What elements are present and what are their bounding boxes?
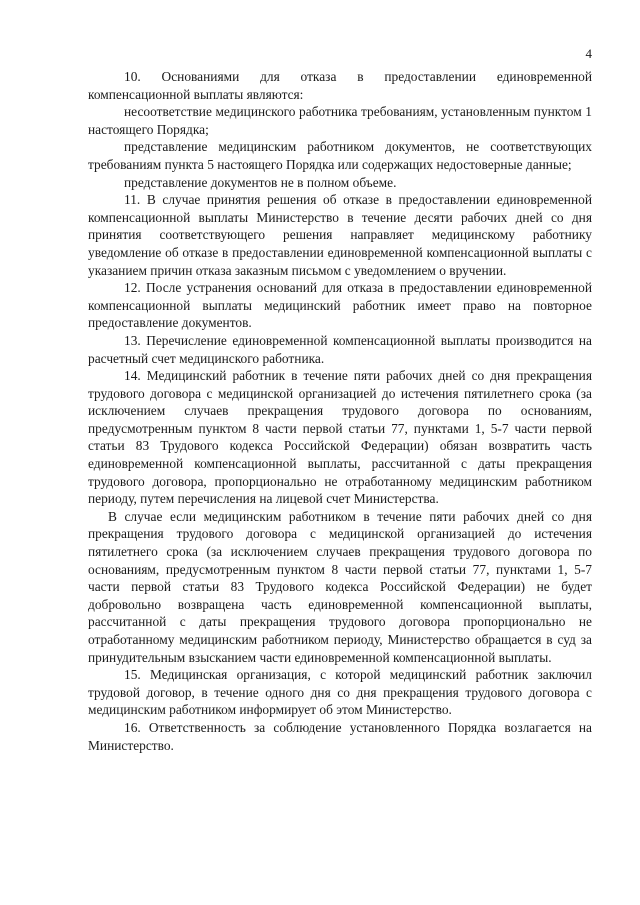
paragraph-14-continuation: В случае если медицинским работником в течение пяти рабочих дней со дня прекращения трудового договора с медицинской организацией до истечения пятилетнего срока (за исключением случаев прекращения трудового договора по основаниям, предусмотренным пунктом 8 части первой статьи 77, пунктами 1, 5-7 части первой статьи 83 Трудового кодекса Российской Федерации) не будет добровольно возвращена часть единовременной компенсационной выплаты, рассчитанной с даты прекращения трудового договора пропорционально не отработанному медицинским работником периоду, Министерство обращается в суд за принудительным взысканием части единовременной компенсационной выплаты.: [88, 508, 592, 665]
page-number: 4: [585, 46, 592, 61]
paragraph-10: 10. Основаниями для отказа в предоставлении единовременной компенсационной выплаты являются:: [88, 69, 592, 102]
paragraph-16: 16. Ответственность за соблюдение установленного Порядка возлагается на Министерство.: [88, 719, 592, 753]
document-body: [88, 68, 592, 754]
paragraph-10-item-1: несоответствие медицинского работника требованиям, установленным пунктом 1 настоящего Порядка;: [88, 104, 592, 137]
paragraph-13: 13. Перечисление единовременной компенсационной выплаты производится на расчетный счет медицинского работника.: [88, 332, 592, 366]
paragraph-15: 15. Медицинская организация, с которой медицинский работник заключил трудовой договор, в течение одного дня со дня прекращения трудового договора с медицинским работником информирует об этом Министерство.: [88, 667, 592, 718]
paragraph-14: 14. Медицинский работник в течение пяти рабочих дней со дня прекращения трудового договора с медицинской организацией до истечения пятилетнего срока (за исключением случаев прекращения трудового договора по основаниям, предусмотренным пунктом 8 части первой статьи 77, пунктами 1, 5-7 части первой статьи 83 Трудового кодекса Российской Федерации) обязан возвратить часть единовременной компенсационной выплаты, рассчитанной с даты прекращения трудового договора, пропорционально не отработанному медицинским работником периоду, путем перечисления на лицевой счет Министерства.: [88, 368, 592, 507]
paragraph-10-item-2: представление медицинским работником документов, не соответствующих требованиям пункта 5 настоящего Порядка или содержащих недостоверные данные;: [88, 139, 592, 172]
paragraph-11: 11. В случае принятия решения об отказе в предоставлении единовременной компенсационной выплаты Министерство в течение десяти рабочих дней со дня принятия соответствующего решения направляет медицинскому работнику уведомление об отказе в предоставлении единовременной компенсационной выплаты с указанием причин отказа заказным письмом с уведомлением о вручении.: [88, 192, 592, 278]
paragraph-12: 12. После устранения оснований для отказа в предоставлении единовременной компенсационной выплаты медицинский работник имеет право на повторное предоставление документов.: [88, 280, 592, 331]
paragraph-10-item-3: представление документов не в полном объеме.: [124, 174, 397, 190]
